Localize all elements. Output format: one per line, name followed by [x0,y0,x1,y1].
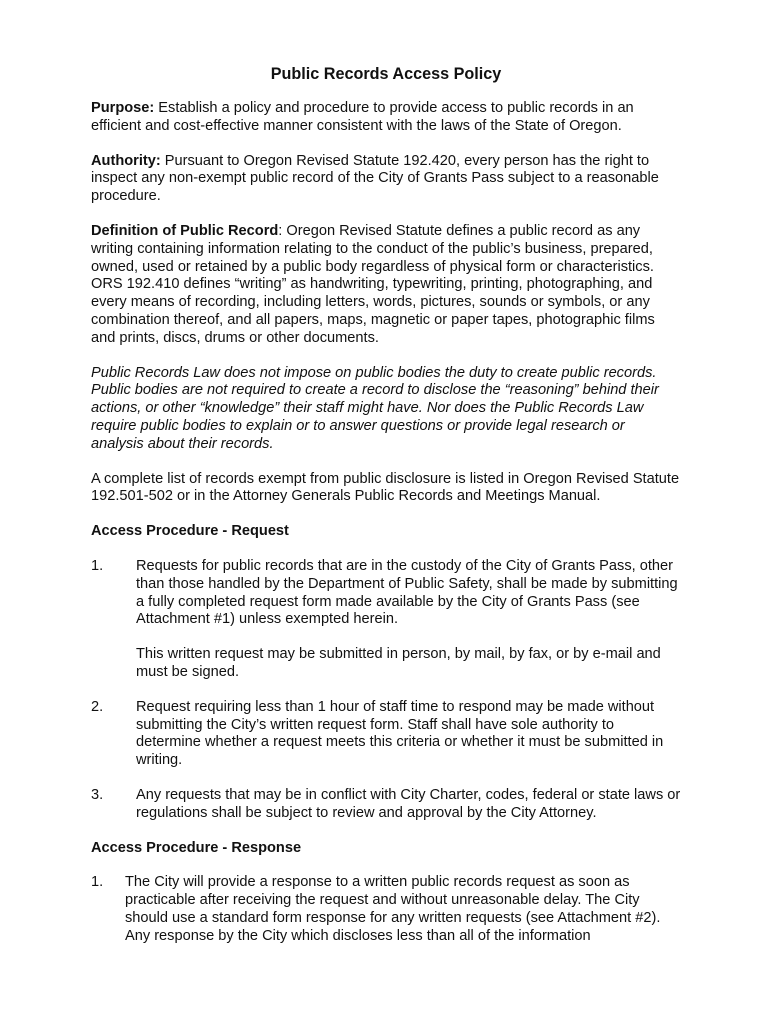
purpose-paragraph [91,100,681,136]
list-item-number: 2. [91,698,104,715]
list-item-number: 3. [91,786,104,803]
authority-label: Authority: [91,152,161,169]
purpose-label: Purpose: [91,100,155,116]
exempt-note: A complete list of records exempt from public disclosure is listed in Oregon Revised Statute 192.501-502 or in the Attorney Generals Public Records and Meetings Manual. [91,470,680,505]
list-item [91,699,681,770]
response-heading: Access Procedure - Response [91,839,302,856]
list-item-text [136,787,681,823]
list-item-text [125,874,681,945]
list-item-paragraph: Requests for public records that are in the custody of the City of Grants Pass, other than those handled by the Department of Public Safety, shall be made by submitting a fully completed request form made available by the City of Grants Pass (see Attachment #1) unless exempted herein. [136,557,678,628]
authority-text: Pursuant to Oregon Revised Statute 192.420, every person has the right to inspect any non-exempt public record of the City of Grants Pass subject to a reasonable procedure. [91,152,659,205]
request-heading: Access Procedure - Request [91,523,289,540]
list-item [91,558,681,682]
purpose-text: Establish a policy and procedure to provide access to public records in an efficient and cost-effective manner consistent with the laws of the State of Oregon. [91,100,634,134]
italic-note: Public Records Law does not impose on public bodies the duty to create public records. Public bodies are not required to create a record to disclose the “reasoning” behind their actions, or other “knowledge” their staff might have. Nor does the Public Records Law require public bodies to explain or to answer questions or provide legal research or analysis about their records. [91,364,659,452]
list-item-text [136,558,681,682]
list-item-number: 1. [91,557,104,574]
list-item-paragraph: This written request may be submitted in person, by mail, by fax, or by e-mail and must be signed. [136,646,661,680]
list-item [91,787,681,823]
list-item-paragraph: The City will provide a response to a written public records request as soon as practicable after receiving the request and without unreasonable delay. The City should use a standard form response for any written requests (see Attachment #2). Any response by the City which discloses less than all of the information [125,874,661,944]
list-item-paragraph: Any requests that may be in conflict with City Charter, codes, federal or state laws or regulations shall be subject to review and approval by the City Attorney. [136,786,681,821]
list-item-number: 1. [91,874,104,891]
definition-label: Definition of Public Record [91,222,279,239]
list-item [91,874,681,945]
list-item-paragraph: Request requiring less than 1 hour of staff time to respond may be made without submitting the City’s written request form. Staff shall have sole authority to determine whether a request meets this criteria or whether it must be submitted in writing. [136,698,664,769]
definition-paragraph [91,223,681,348]
document-body [91,64,681,962]
list-item-text [136,699,681,770]
page-title: Public Records Access Policy [270,65,502,83]
definition-text: : Oregon Revised Statute defines a public record as any writing containing information relating to the conduct of the public’s business, prepared, owned, used or retained by a public body regardless of physical form or characteristics. ORS 192.410 defines “writing” as handwriting, typewriting, printing, photographing, and every means of recording, including letters, words, pictures, sounds or symbols, or any combination thereof, and all papers, maps, magnetic or paper tapes, photographic films and prints, discs, drums or other documents. [91,222,655,346]
authority-paragraph [91,153,681,206]
